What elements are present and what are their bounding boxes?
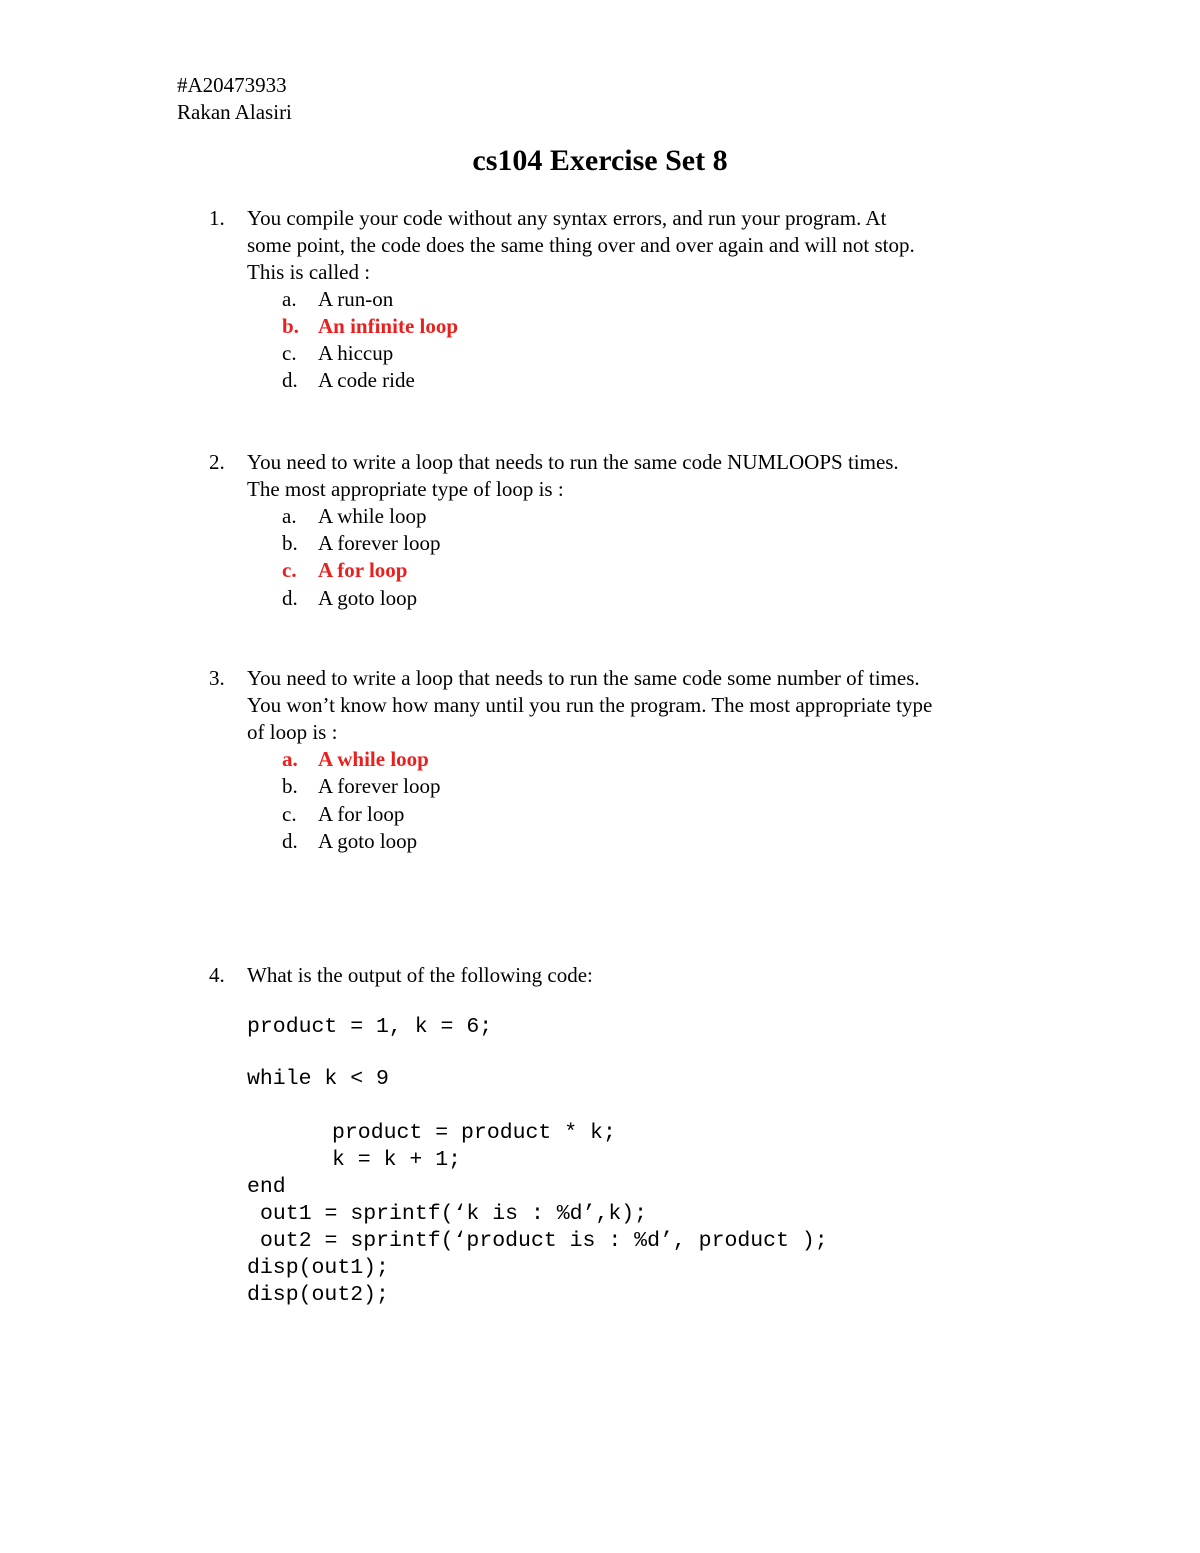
question-line: You compile your code without any syntax errors, and run your program. At <box>247 206 887 230</box>
question-text <box>247 205 1037 286</box>
option-text: A while loop <box>318 747 429 771</box>
question-line: You won’t know how many until you run the program. The most appropriate type <box>247 693 933 717</box>
question-line: You need to write a loop that needs to run the same code some number of times. <box>247 666 920 690</box>
option-letter: b. <box>282 531 298 555</box>
question-text <box>247 665 1037 746</box>
code-line: out2 = sprintf(‘product is : %d’, product ); <box>260 1229 828 1253</box>
question-number: 2. <box>209 450 225 474</box>
question-line: You need to write a loop that needs to run the same code NUMLOOPS times. <box>247 450 899 474</box>
option-text: A while loop <box>318 504 427 528</box>
code-line: product = 1, k = 6; <box>247 1015 493 1039</box>
code-line: k = k + 1; <box>332 1148 462 1172</box>
option-text: A forever loop <box>318 774 441 798</box>
option-letter: c. <box>282 341 297 365</box>
option-text: A goto loop <box>318 586 418 610</box>
question-number: 4. <box>209 963 225 987</box>
option-text: A for loop <box>318 558 408 582</box>
student-id: #A20473933 <box>177 73 287 97</box>
option-letter: c. <box>282 802 297 826</box>
code-line: end <box>247 1175 286 1199</box>
code-line: product = product * k; <box>332 1121 616 1145</box>
question-line: some point, the code does the same thing over and over again and will not stop. <box>247 233 915 257</box>
question-line: The most appropriate type of loop is : <box>247 477 564 501</box>
option-text: A goto loop <box>318 829 418 853</box>
option-text: A forever loop <box>318 531 441 555</box>
option-letter: a. <box>282 287 297 311</box>
code-line: out1 = sprintf(‘k is : %d’,k); <box>260 1202 648 1226</box>
option-text: A code ride <box>318 368 415 392</box>
option-letter: b. <box>282 774 298 798</box>
question-text <box>247 449 1037 503</box>
option-letter: d. <box>282 368 298 392</box>
option-text: An infinite loop <box>318 314 459 338</box>
code-line: disp(out2); <box>247 1283 389 1307</box>
code-line: while k < 9 <box>247 1067 389 1091</box>
option-letter: d. <box>282 586 298 610</box>
question-number: 1. <box>209 206 225 230</box>
option-letter: b. <box>282 314 299 338</box>
student-name: Rakan Alasiri <box>177 100 292 124</box>
question-number: 3. <box>209 666 225 690</box>
question-line: What is the output of the following code: <box>247 963 593 987</box>
option-text: A run-on <box>318 287 394 311</box>
page-title: cs104 Exercise Set 8 <box>472 144 728 177</box>
option-letter: a. <box>282 747 298 771</box>
option-letter: a. <box>282 504 297 528</box>
code-line: disp(out1); <box>247 1256 389 1280</box>
option-letter: d. <box>282 829 298 853</box>
question-line: of loop is : <box>247 720 338 744</box>
option-text: A hiccup <box>318 341 394 365</box>
question-line: This is called : <box>247 260 371 284</box>
question-text <box>247 962 1037 989</box>
option-letter: c. <box>282 558 297 582</box>
option-text: A for loop <box>318 802 405 826</box>
